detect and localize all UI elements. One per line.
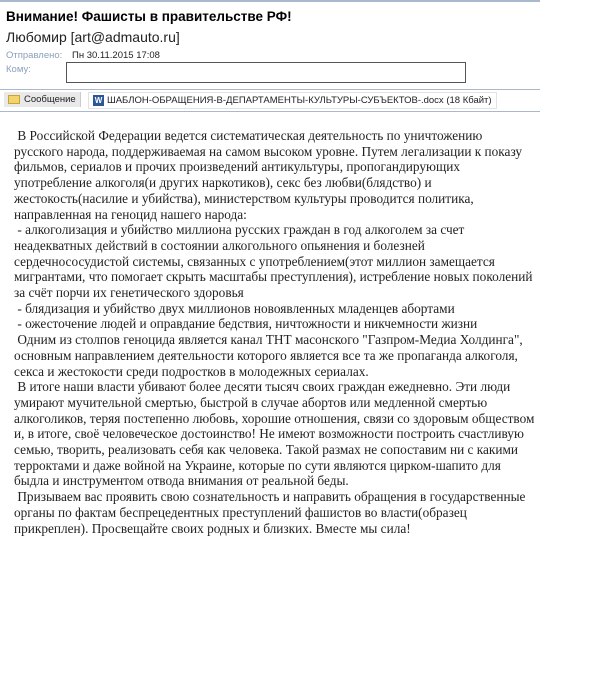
body-line: умирают мучительной смертью, быстрой в случае абортов или медленной смертью <box>14 394 488 410</box>
to-field[interactable] <box>66 62 466 83</box>
body-line: прикреплен). Просвещайте своих родных и близких. Вместе мы сила! <box>14 520 411 536</box>
word-document-icon: W <box>94 96 103 105</box>
body-line: - блядизация и убийство двух миллионов новоявленных младенцев абортами <box>14 300 455 316</box>
body-line: сердечнососудистой системы, связанных с употреблением(этот миллион замещается <box>14 253 495 269</box>
body-line: жестокость(насилие и убийства), министерством культуры проводится политика, <box>14 190 474 206</box>
body-line: алкоголиков, теряя постепенно любовь, хорошие отношения, связи со здоровым обществом <box>14 410 535 426</box>
email-sender[interactable]: Любомир [art@admauto.ru] <box>6 29 180 45</box>
body-line: русского народа, поддерживаемая на самом высоком уровне. Путем легализации к показу <box>14 143 523 159</box>
message-tab[interactable] <box>4 92 81 107</box>
email-subject: Внимание! Фашисты в правительстве РФ! <box>6 9 292 24</box>
sent-label: Отправлено: <box>6 50 63 61</box>
body-line: семью, творить, реализовать себя как человека. Такой размах не сопоставим ни с какими <box>14 442 519 458</box>
sent-value: Пн 30.11.2015 17:08 <box>72 50 160 61</box>
envelope-icon <box>8 95 20 104</box>
body-line: и, в итоге, своё человеческое достоинство! Не имеют возможности построить счастливую <box>14 426 524 442</box>
to-label: Кому: <box>6 64 31 75</box>
body-line: В итоге наши власти убивают более десяти тысяч своих граждан ежедневно. Эти люди <box>14 379 511 395</box>
body-line: терроктами и даже войной на Украине, которые по сути являются цирком-шапито для <box>14 457 501 473</box>
body-line: фильмов, сериалов и прочих произведений антикультуры, пропогандирующих <box>14 159 460 175</box>
body-line: неадекватных действий в состоянии алкогольного опьянения и болезней <box>14 237 425 253</box>
divider <box>0 111 540 112</box>
body-line: В Российской Федерации ведется систематическая деятельность по уничтожению <box>14 128 483 143</box>
body-line: Призываем вас проявить свою сознательность и направить обращения в государственные <box>14 489 526 505</box>
attachment-name: ШАБЛОН-ОБРАЩЕНИЯ-В-ДЕПАРТАМЕНТЫ-КУЛЬТУРЫ-СУБЪЕКТОВ-.docx (18 Кбайт) <box>107 95 492 106</box>
message-body <box>14 128 534 536</box>
body-line: Одним из столпов геноцида является канал ТНТ масонского "Газпром-Медиа Холдинга", <box>14 332 523 348</box>
body-line: - алкоголизация и убийство миллиона русских граждан в год алкоголем за счет <box>14 222 465 238</box>
body-line: за счёт порчи их генетического здоровья <box>14 285 244 301</box>
body-line: употребление алкоголя(и других наркотиков), секс без любви(блядство) и <box>14 175 432 191</box>
body-line: быдла и инструментом отвода внимания от реальной беды. <box>14 473 349 489</box>
message-tab-label: Сообщение <box>24 94 76 105</box>
body-line: секса и жестокости среди подростков в молодежных сериалах. <box>14 363 369 379</box>
body-line: - ожесточение людей и оправдание бедствия, ничтожности и никчемности жизни <box>14 316 478 332</box>
body-line: направленная на геноцид нашего народа: <box>14 206 247 222</box>
body-line: мигрантами, что помогает скрыть масштабы преступления), истребление новых поколений <box>14 269 533 285</box>
header-top-border <box>0 0 540 2</box>
body-line: органы по фактам беспрецедентных преступлений фашистов во власти(образец <box>14 504 467 520</box>
divider <box>0 89 540 90</box>
body-line: основным направлением деятельности которого является все та же пропаганда алкоголя, <box>14 347 518 363</box>
attachment-item[interactable] <box>88 92 497 109</box>
